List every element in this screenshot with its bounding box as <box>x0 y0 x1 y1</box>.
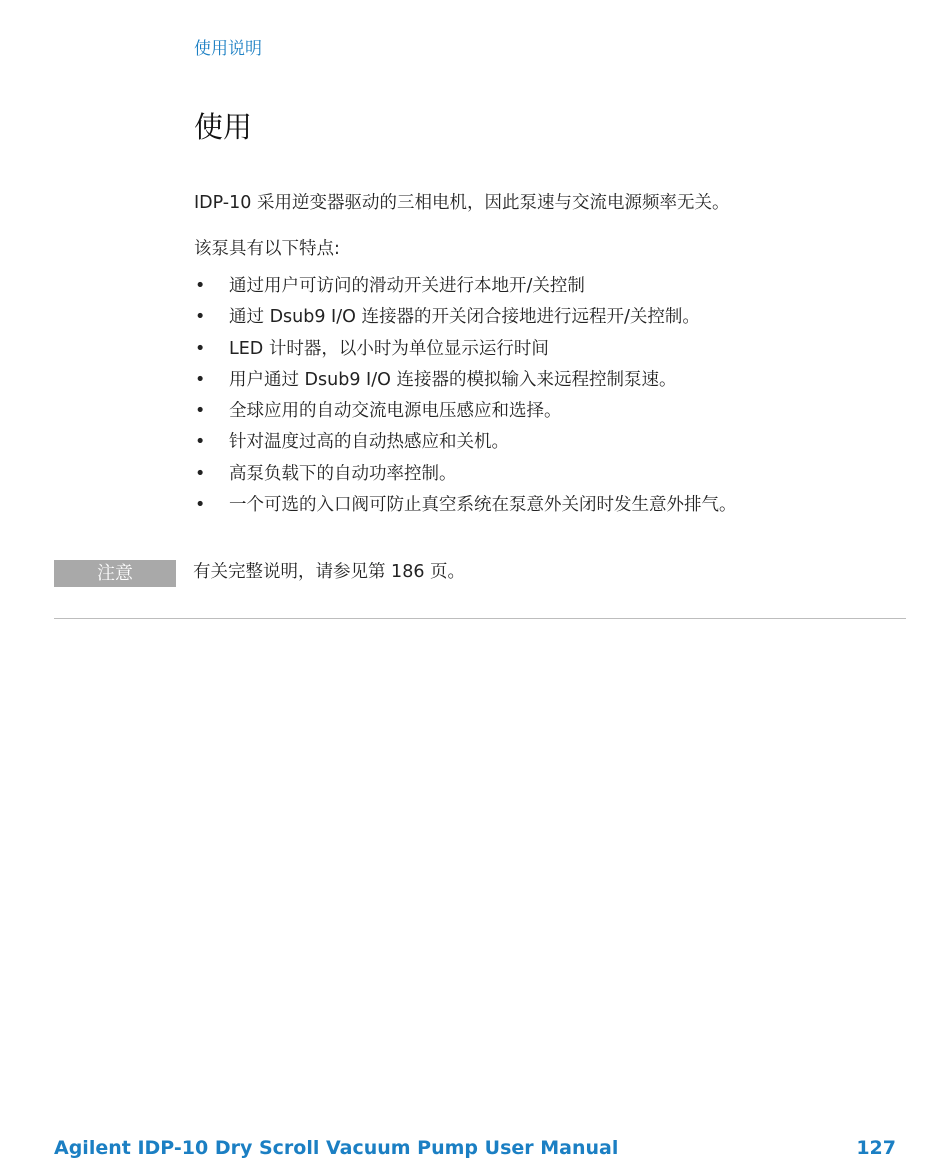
feature-text: 一个可选的入口阀可防止真空系统在泵意外关闭时发生意外排气。 <box>229 495 737 516</box>
bullet-icon: • <box>195 276 206 296</box>
section-divider <box>54 618 906 619</box>
bullet-icon: • <box>195 338 206 359</box>
footer-manual-title: Agilent IDP-10 Dry Scroll Vacuum Pump User Manual <box>54 1137 619 1159</box>
page-title: 使用 <box>194 110 253 144</box>
bullet-icon: • <box>195 432 206 453</box>
feature-text: 针对温度过高的自动热感应和关机。 <box>229 432 509 453</box>
running-head: 使用说明 <box>194 39 262 59</box>
note-label: 注意 <box>54 560 176 587</box>
footer-page-number: 127 <box>856 1137 896 1159</box>
intro-paragraph: IDP-10 采用逆变器驱动的三相电机，因此泵速与交流电源频率无关。 <box>194 193 730 213</box>
features-lead: 该泵具有以下特点: <box>194 239 340 259</box>
bullet-icon: • <box>195 369 206 390</box>
feature-text: 全球应用的自动交流电源电压感应和选择。 <box>229 401 562 422</box>
bullet-icon: • <box>195 401 206 422</box>
feature-text: 高泵负载下的自动功率控制。 <box>229 463 457 484</box>
note-text: 有关完整说明，请参见第 186 页。 <box>193 562 466 582</box>
bullet-icon: • <box>195 463 206 484</box>
bullet-icon: • <box>195 307 206 328</box>
feature-text: 通过用户可访问的滑动开关进行本地开/关控制 <box>229 276 585 296</box>
feature-text: 通过 Dsub9 I/O 连接器的开关闭合接地进行远程开/关控制。 <box>229 307 700 328</box>
feature-text: LED 计时器，以小时为单位显示运行时间 <box>229 338 549 359</box>
feature-text: 用户通过 Dsub9 I/O 连接器的模拟输入来远程控制泵速。 <box>229 369 677 390</box>
bullet-icon: • <box>195 495 206 516</box>
